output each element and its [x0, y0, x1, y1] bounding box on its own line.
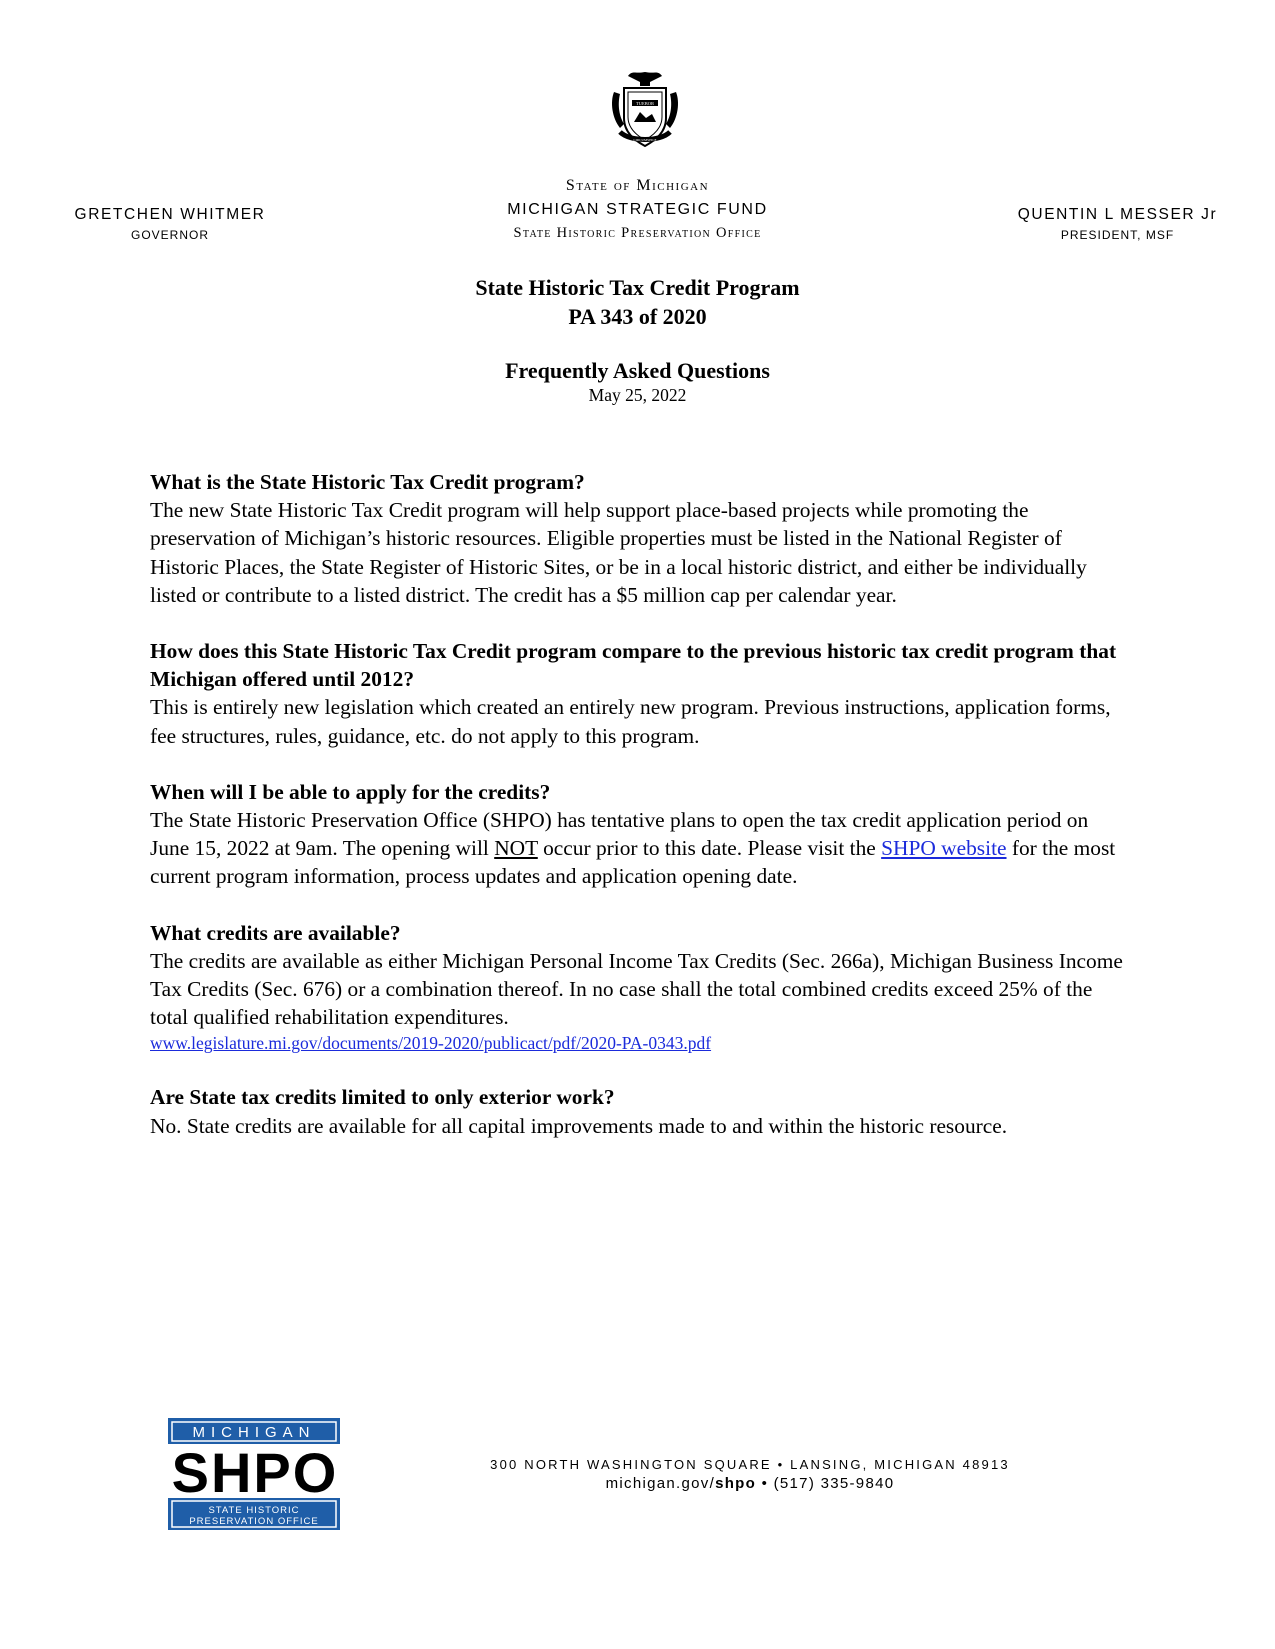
- web-bold: shpo: [715, 1475, 757, 1492]
- letterhead-right: [990, 206, 1245, 243]
- document-title: [0, 273, 1275, 331]
- president-name: QUENTIN L MESSER Jr: [1017, 206, 1218, 223]
- michigan-seal-icon: [606, 62, 684, 150]
- logo-sub2-text: PRESERVATION OFFICE: [189, 1516, 319, 1527]
- faq-answer: No. State credits are available for all capital improvements made to and within the historic resource.: [150, 1113, 1008, 1138]
- seal-banner-text: TUEBOR: [636, 101, 654, 106]
- shpo-website-link[interactable]: SHPO website: [881, 836, 1007, 861]
- faq-item: [150, 919, 1130, 1056]
- answer-text: The State Historic Preservation Office (SHPO) has tentative plans to open the tax credit application period on June 15, 2022 at 9am. The opening will: [150, 808, 1089, 861]
- answer-text: occur prior to this date. Please visit the: [537, 836, 882, 861]
- logo-sub1-text: STATE HISTORIC: [208, 1505, 300, 1516]
- faq-item: [150, 468, 1130, 609]
- legislature-pdf-link[interactable]: www.legislature.mi.gov/documents/2019-2020/publicact/pdf/2020-PA-0343.pdf: [150, 1033, 712, 1054]
- state-name: State of Michigan: [565, 177, 710, 194]
- logo-michigan-text: MICHIGAN: [192, 1424, 316, 1441]
- phone: • (517) 335-9840: [756, 1475, 895, 1492]
- letterhead-left: [40, 206, 300, 243]
- governor-title: GOVERNOR: [130, 228, 209, 242]
- faq-question: What is the State Historic Tax Credit program?: [150, 470, 585, 494]
- faq-answer: This is entirely new legislation which created an entirely new program. Previous instructions, application forms, fee structures, rules, guidance, etc. do not apply to this program.: [150, 695, 1111, 748]
- answer-text: for the most current program information, process updates and application opening date.: [150, 836, 1116, 889]
- fund-name: MICHIGAN STRATEGIC FUND: [507, 201, 768, 218]
- faq-answer: [150, 806, 1130, 891]
- faq-answer: The credits are available as either Michigan Personal Income Tax Credits (Sec. 266a), Michigan Business Income Tax Credits (Sec. 676) or a combination thereof. In no case shall the total combined credits exceed 25% of the total qualified rehabilitation expenditures.: [150, 948, 1123, 1030]
- faq-question: How does this State Historic Tax Credit program compare to the previous historic tax credit program that Michigan offered until 2012?: [150, 639, 1117, 692]
- web-prefix: michigan.gov/: [605, 1475, 716, 1492]
- web-and-phone: [470, 1474, 1030, 1494]
- shpo-logo: [155, 1418, 355, 1530]
- faq-question: Are State tax credits limited to only exterior work?: [150, 1085, 615, 1110]
- faq-heading: Frequently Asked Questions: [505, 358, 770, 383]
- president-title: PRESIDENT, MSF: [1060, 228, 1175, 242]
- document-date: May 25, 2022: [588, 385, 687, 405]
- faq-heading-block: [0, 358, 1275, 406]
- governor-name: GRETCHEN WHITMER: [74, 206, 266, 223]
- faq-item: [150, 637, 1130, 750]
- letterhead-center: [400, 176, 875, 243]
- faq-question: What credits are available?: [150, 920, 401, 945]
- logo-shpo-text: SHPO: [171, 1441, 339, 1504]
- faq-answer: The new State Historic Tax Credit program will help support place-based projects while promoting the preservation of Michigan’s historic resources. Eligible properties must be listed in the National Register of Historic Places, the State Register of Historic Sites, or be in a local historic district, and either be individually listed or contribute to a listed district. The credit has a $5 million cap per calendar year.: [150, 498, 1087, 607]
- faq-question: When will I be able to apply for the credits?: [150, 779, 551, 804]
- faq-item: [150, 1083, 1130, 1139]
- title-line-2: PA 343 of 2020: [568, 304, 707, 329]
- seal-bottom-text: CIRCUMSPICE: [633, 138, 657, 142]
- faq-item: [150, 778, 1130, 891]
- faq-list: [150, 468, 1130, 1168]
- answer-emphasis: NOT: [494, 836, 538, 861]
- title-line-1: State Historic Tax Credit Program: [475, 275, 800, 300]
- mailing-address: 300 NORTH WASHINGTON SQUARE • LANSING, MICHIGAN 48913: [490, 1457, 1010, 1472]
- office-name: State Historic Preservation Office: [513, 225, 762, 241]
- footer-address: [470, 1456, 1030, 1494]
